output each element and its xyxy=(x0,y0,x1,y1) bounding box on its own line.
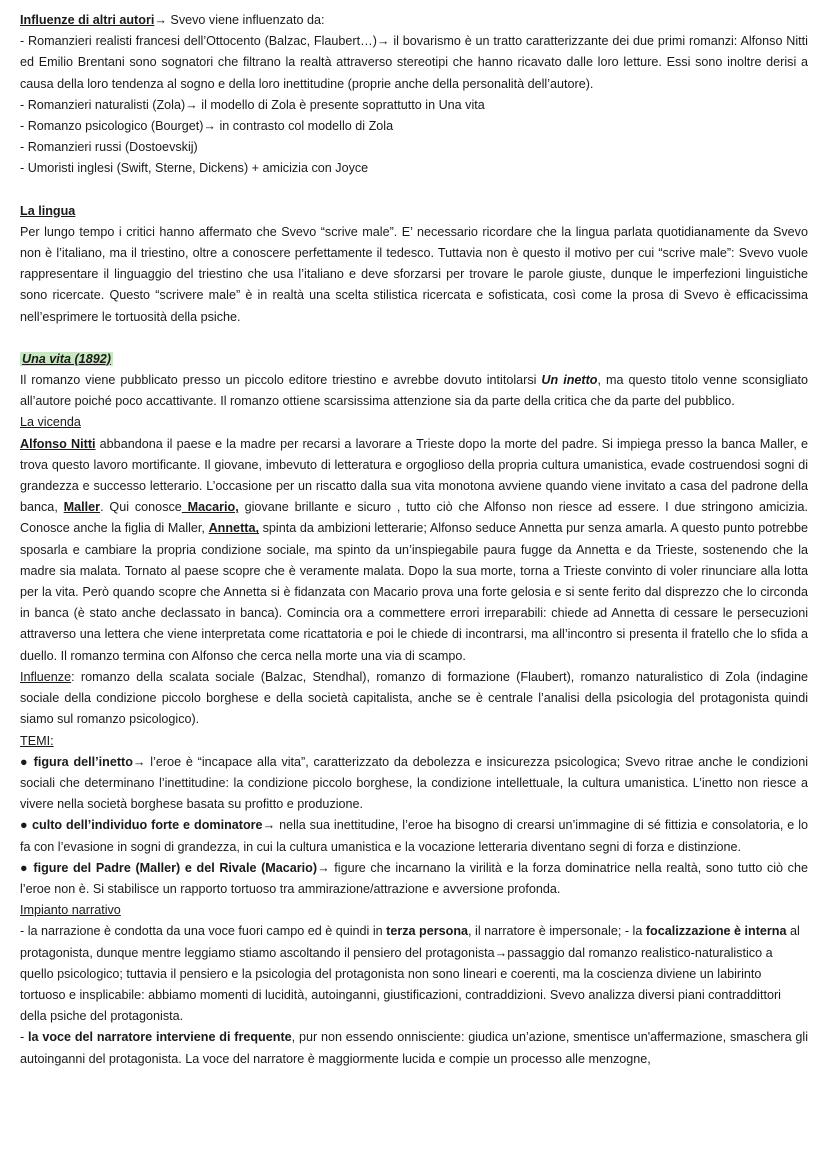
influenze-item-russi: - Romanzieri russi (Dostoevskij) xyxy=(20,140,198,155)
lingua-heading: La lingua xyxy=(20,203,76,218)
tema-individuo-forte: ● culto dell’individuo forte e dominatore→ nella sua inettitudine, l’eroe ha bisogno di crearsi un’immagine di sé fittizia e consolatoria, e lo fa con l’evasione in sogni di grandezza, in cui la cultura umanistica e la vocazione letteraria diventano segni di forza e distinzione. xyxy=(20,818,809,854)
arrow: → xyxy=(154,13,167,27)
unavita-influenze: Influenze: romanzo della scalata sociale (Balzac, Stendhal), romanzo di formazione (Flaubert), romanzo naturalistico di Zola (indagine sociale della condizione piccolo borghese e della società capitalista, anche se è centrale l’analisi della psicologia del protagonista quindi siamo sul romanzo psicologico). xyxy=(20,669,808,727)
influenze-heading: Influenze di altri autori xyxy=(20,13,155,27)
unavita-heading-line xyxy=(20,349,808,370)
vicenda-heading: La vicenda xyxy=(20,415,81,430)
tema-inetto: ● figura dell’inetto→ l’eroe è “incapace alla vita”, caratterizzato da debolezza e insicurezza psicologica; Svevo ritrae anche le condizioni sociali che determinano l’inettitudine: la condizione piccolo borghese, la condizione intellettuale, la cultura umanistica. L’inetto non riesce a vivere nella società borghese basata su profitto e produzione. xyxy=(20,754,808,812)
unavita-intro: Il romanzo viene pubblicato presso un piccolo editore triestino e avrebbe dovuto intitolarsi Un inetto, ma questo titolo venne sconsigliato all’autore poiché poco accattivante. Il romanzo ottiene scarsissima attenzione sia da parte della critica che da parte del pubblico. xyxy=(20,373,808,409)
influenze-label: Influenze xyxy=(20,669,72,684)
unavita-heading: Una vita (1892) xyxy=(22,351,111,366)
impianto-focalizzazione: - la narrazione è condotta da una voce fuori campo ed è quindi in terza persona, il narratore è impersonale; - la focalizzazione è interna al protagonista, dunque mentre leggiamo stiamo ascoltando il pensiero del protagonista→passaggio dal romanzo realistico-naturalistico a quello psicologico; tuttavia il pensiero e la psicologia del protagonista non sono lineari e coerenti, ma la coscienza diviene un labirinto tortuoso e insplicabile: abbiamo momenti di lucidità, autoinganni, giustificazioni, contraddizioni. Svevo analizza diversi piani contraddittori della psiche del protagonista. xyxy=(20,924,800,1024)
name-annetta: Annetta, xyxy=(208,521,259,536)
impianto-heading: Impianto narrativo xyxy=(20,903,121,918)
impianto-voce-narratore: - la voce del narratore interviene di frequente, pur non essendo onnisciente: giudica un’azione, smentisce un'affermazione, smaschera gli autoinganni del protagonista. La voce del narratore è maggiormente lucida e compie un processo alle menzogne, xyxy=(20,1030,808,1066)
tema-padre-rivale: ● figure del Padre (Maller) e del Rivale (Macario)→ figure che incarnano la virilità e la forza dominatrice nella realtà, sono tutto ciò che l’eroe non è. Si stabilisce un rapporto tortuoso tra ammirazione/attrazione e avversione profonda. xyxy=(20,860,808,896)
influenze-item-psicologico: - Romanzo psicologico (Bourget)→ in contrasto col modello di Zola xyxy=(20,119,394,134)
lingua-body: Per lungo tempo i critici hanno affermato che Svevo “scrive male”. E’ necessario ricordare che la lingua parlata quotidianamente da Svevo non è l’italiano, ma il triestino, oltre a conoscere perfettamente il tedesco. Tuttavia non è questo il motivo per cui “scrive male”: Svevo vuole rappresentare il linguaggio del triestino che usa l’italiano e deve sforzarsi per trovare le parole giuste, dunque le imperfezioni linguistiche sono ricercate. Questo “scrivere male” è in realtà una scelta stilistica ricercata e sofisticata, così come la prosa di Svevo è efficacissima nell’esprimere le tortuosità della psiche. xyxy=(20,224,808,324)
influenze-intro: Influenze di altri autori→ Svevo viene influenzato da: xyxy=(20,13,325,27)
title-un-inetto: Un inetto xyxy=(541,373,598,388)
name-maller: Maller xyxy=(63,500,101,515)
vicenda-body: Alfonso Nitti abbandona il paese e la madre per recarsi a lavorare a Trieste dopo la morte del padre. Si impiega presso la banca Maller, e trova questo lavoro mortificante. Il giovane, imbevuto di letteratura e orgoglioso della propria cultura umanistica, evade costruendosi sogni di grandezza e successo letterario. L’occasione per un riscatto dalla sua vita monotona avviene quando viene invitato a casa del padrone della banca, Maller. Qui conosce Macario, giovane brillante e sicuro , tutto ciò che Alfonso non riesce ad essere. I due stringono amicizia. Conosce anche la figlia di Maller, Annetta, spinta da ambizioni letterarie; Alfonso seduce Annetta pur senza amarla. A questo punto potrebbe sposarla e cambiare la propria condizione sociale, ma spinto da un’inspiegabile paura fugge da Annetta e da Trieste, sostenendo che la madre sia malata. Tornato al paese scopre che è veramente malata. Dopo la sua morte, torna a Trieste convinto di voler rinunciare alla lotta per la vita. Però quando scopre che Annetta si è fidanzata con Macario prova una forte gelosia e si sente ferito dal disprezzo che lo circonda in banca (è stato anche declassato in banca). Comincia ora a commettere errori irreparabili: chiede ad Annetta di cessare le persecuzioni attraverso una lettera che viene interpretata come ricattatoria e poi le chiede di incontrarsi, ma all’incontro si presenta il fratello che lo sfida a duello. Il romanzo termina con Alfonso che cerca nella morte una via di scampo. xyxy=(20,436,809,663)
influenze-item-realisti: - Romanzieri realisti francesi dell’Ottocento (Balzac, Flaubert…)→ il bovarismo è un tratto caratterizzante dei due primi romanzi: Alfonso Nitti ed Emilio Brentani sono sognatori che filtrano la realtà attraverso stereotipi che hanno ricavato dalle loro letture. Essi sono inoltre derisi a causa della loro tendenza al sogno e della loro inettitudine (proprie anche della personalità dell’autore). xyxy=(20,34,808,91)
influenze-item-umoristi: - Umoristi inglesi (Swift, Sterne, Dickens) + amicizia con Joyce xyxy=(20,161,369,176)
influenze-item-naturalisti: - Romanzieri naturalisti (Zola)→ il modello di Zola è presente soprattutto in Una vita xyxy=(20,97,485,112)
name-alfonso: Alfonso Nitti xyxy=(20,436,96,451)
temi-heading: TEMI: xyxy=(20,733,54,748)
name-macario: Macario, xyxy=(181,500,239,515)
